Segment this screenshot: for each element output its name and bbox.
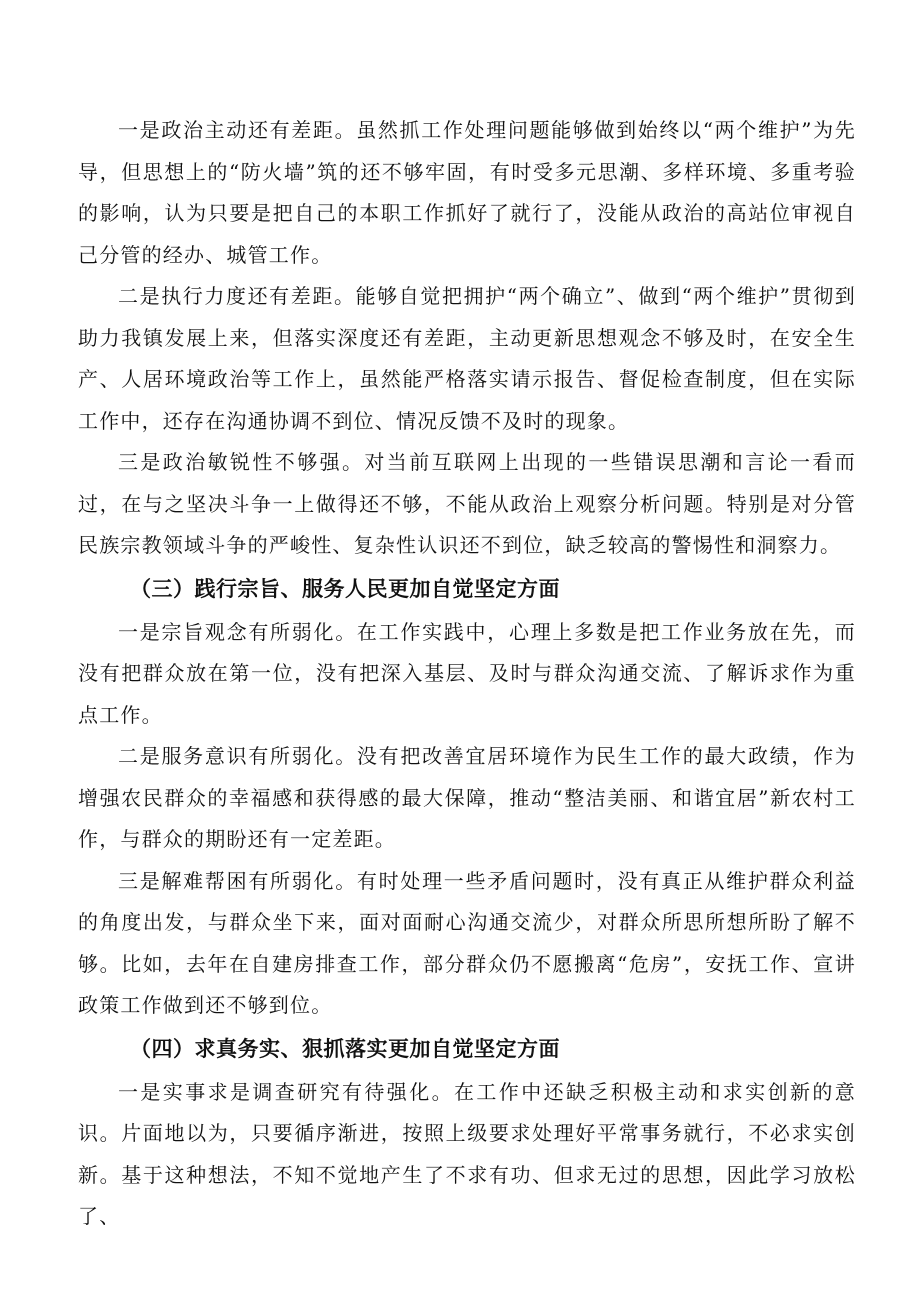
document-page <box>78 110 856 1238</box>
section-heading-4: （四）求真务实、狠抓落实更加自觉坚定方面 <box>130 1036 560 1061</box>
paragraph-solving-difficulties: 三是解难帮困有所弱化。有时处理一些矛盾问题时，没有真正从维护群众利益的角度出发，与群众坐下来，面对面耐心沟通交流少，对群众所思所想所盼了解不够。比如，去年在自建房排查工作，部分群众仍不愿搬离“危房”，安抚工作、宣讲政策工作做到还不够到位。 <box>78 868 856 1017</box>
paragraph-seeking-truth: 一是实事求是调查研究有待强化。在工作中还缺乏积极主动和求实创新的意识。片面地以为，只要循序渐进，按照上级要求处理好平常事务就行，不必求实创新。基于这种想法，不知不觉地产生了不求有功、但求无过的思想，因此学习放松了、 <box>78 1079 856 1228</box>
section-heading-3: （三）践行宗旨、服务人民更加自觉坚定方面 <box>130 576 560 601</box>
paragraph-execution: 二是执行力度还有差距。能够自觉把拥护“两个确立”、做到“两个维护”贯彻到助力我镇发展上来，但落实深度还有差距，主动更新思想观念不够及时，在安全生产、人居环境政治等工作上，虽然能严格落实请示报告、督促检查制度，但在实际工作中，还存在沟通协调不到位、情况反馈不及时的现象。 <box>78 284 856 433</box>
paragraph-service-awareness: 二是服务意识有所弱化。没有把改善宜居环境作为民生工作的最大政绩，作为增强农民群众的幸福感和获得感的最大保障，推动“整洁美丽、和谐宜居”新农村工作，与群众的期盼还有一定差距。 <box>78 744 856 851</box>
paragraph-political-sensitivity: 三是政治敏锐性不够强。对当前互联网上出现的一些错误思潮和言论一看而过，在与之坚决斗争一上做得还不够，不能从政治上观察分析问题。特别是对分管民族宗教领域斗争的严峻性、复杂性认识还不到位，缺乏较高的警惕性和洞察力。 <box>78 450 856 557</box>
paragraph-purpose-concept: 一是宗旨观念有所弱化。在工作实践中，心理上多数是把工作业务放在先，而没有把群众放在第一位，没有把深入基层、及时与群众沟通交流、了解诉求作为重点工作。 <box>78 619 856 727</box>
paragraph-political-initiative: 一是政治主动还有差距。虽然抓工作处理问题能够做到始终以“两个维护”为先导，但思想上的“防火墙”筑的还不够牢固，有时受多元思潮、多样环境、多重考验的影响，认为只要是把自己的本职工作抓好了就行了，没能从政治的高站位审视自己分管的经办、城管工作。 <box>78 118 856 267</box>
